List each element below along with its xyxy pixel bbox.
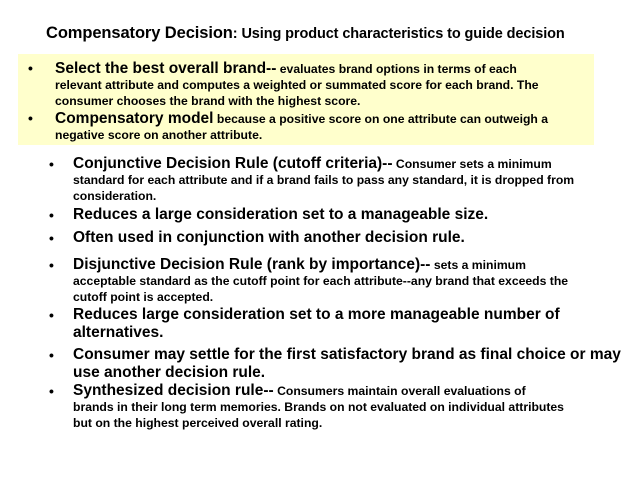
bullet-item-conjunctive	[49, 156, 629, 204]
item-line: acceptable standard as the cutoff point for each attribute--any brand that exceeds the	[73, 274, 569, 288]
title-rest: : Using product characteristics to guide decision	[232, 26, 565, 42]
item-line: Consumers maintain overall evaluations of	[273, 384, 526, 398]
item-line: negative score on another attribute.	[55, 128, 263, 142]
bullet-icon: •	[49, 383, 54, 399]
slide-title	[46, 24, 631, 43]
item-line: but on the highest perceived overall rating.	[73, 416, 323, 430]
bullet-icon: •	[49, 347, 54, 363]
bullet-item-compensatory-model	[28, 111, 618, 143]
item-line: Reduces large consideration set to a more manageable number of	[73, 306, 560, 323]
bullet-icon: •	[28, 60, 33, 76]
item-lead: Select the best overall brand--	[55, 60, 277, 77]
bullet-icon: •	[49, 257, 54, 273]
item-lead: Compensatory model	[55, 110, 214, 127]
item-line: Consumer may settle for the first satisfactory brand as final choice or may	[73, 346, 621, 363]
item-lead: Conjunctive Decision Rule (cutoff criteria)--	[73, 155, 393, 172]
bullet-item-select-best	[28, 61, 618, 109]
item-line: alternatives.	[73, 324, 164, 341]
bullet-icon: •	[28, 110, 33, 126]
bullet-item-consumer-settle	[49, 346, 629, 382]
item-line: standard for each attribute and if a brand fails to pass any standard, it is dropped from	[73, 173, 575, 187]
bullet-icon: •	[49, 230, 54, 246]
item-lead: Synthesized decision rule--	[73, 382, 274, 399]
bullet-item-reduces-manageable	[49, 306, 629, 342]
bullet-item-disjunctive	[49, 257, 629, 305]
item-line: evaluates brand options in terms of each	[276, 62, 517, 76]
item-line: relevant attribute and computes a weighted or summated score for each brand. The	[55, 78, 539, 92]
item-line: Consumer sets a minimum	[392, 157, 552, 171]
item-line: use another decision rule.	[73, 364, 266, 381]
item-line: because a positive score on one attribute can outweigh a	[213, 112, 549, 126]
item-lead: Disjunctive Decision Rule (rank by importance)--	[73, 256, 431, 273]
bullet-item-synthesized	[49, 383, 629, 431]
item-line: consumer chooses the brand with the highest score.	[55, 94, 361, 108]
item-line: cutoff point is accepted.	[73, 290, 214, 304]
item-line: consideration.	[73, 189, 157, 203]
item-line: brands in their long term memories. Brands on not evaluated on individual attributes	[73, 400, 564, 414]
bullet-item-often-used	[49, 229, 629, 247]
bullet-icon: •	[49, 207, 54, 223]
bullet-icon: •	[49, 156, 54, 172]
title-main: Compensatory Decision	[46, 24, 233, 42]
item-line: sets a minimum	[430, 258, 526, 272]
bullet-icon: •	[49, 307, 54, 323]
item-text: Often used in conjunction with another decision rule.	[73, 229, 465, 246]
bullet-item-reduces-large	[49, 206, 629, 224]
item-text: Reduces a large consideration set to a manageable size.	[73, 206, 489, 223]
